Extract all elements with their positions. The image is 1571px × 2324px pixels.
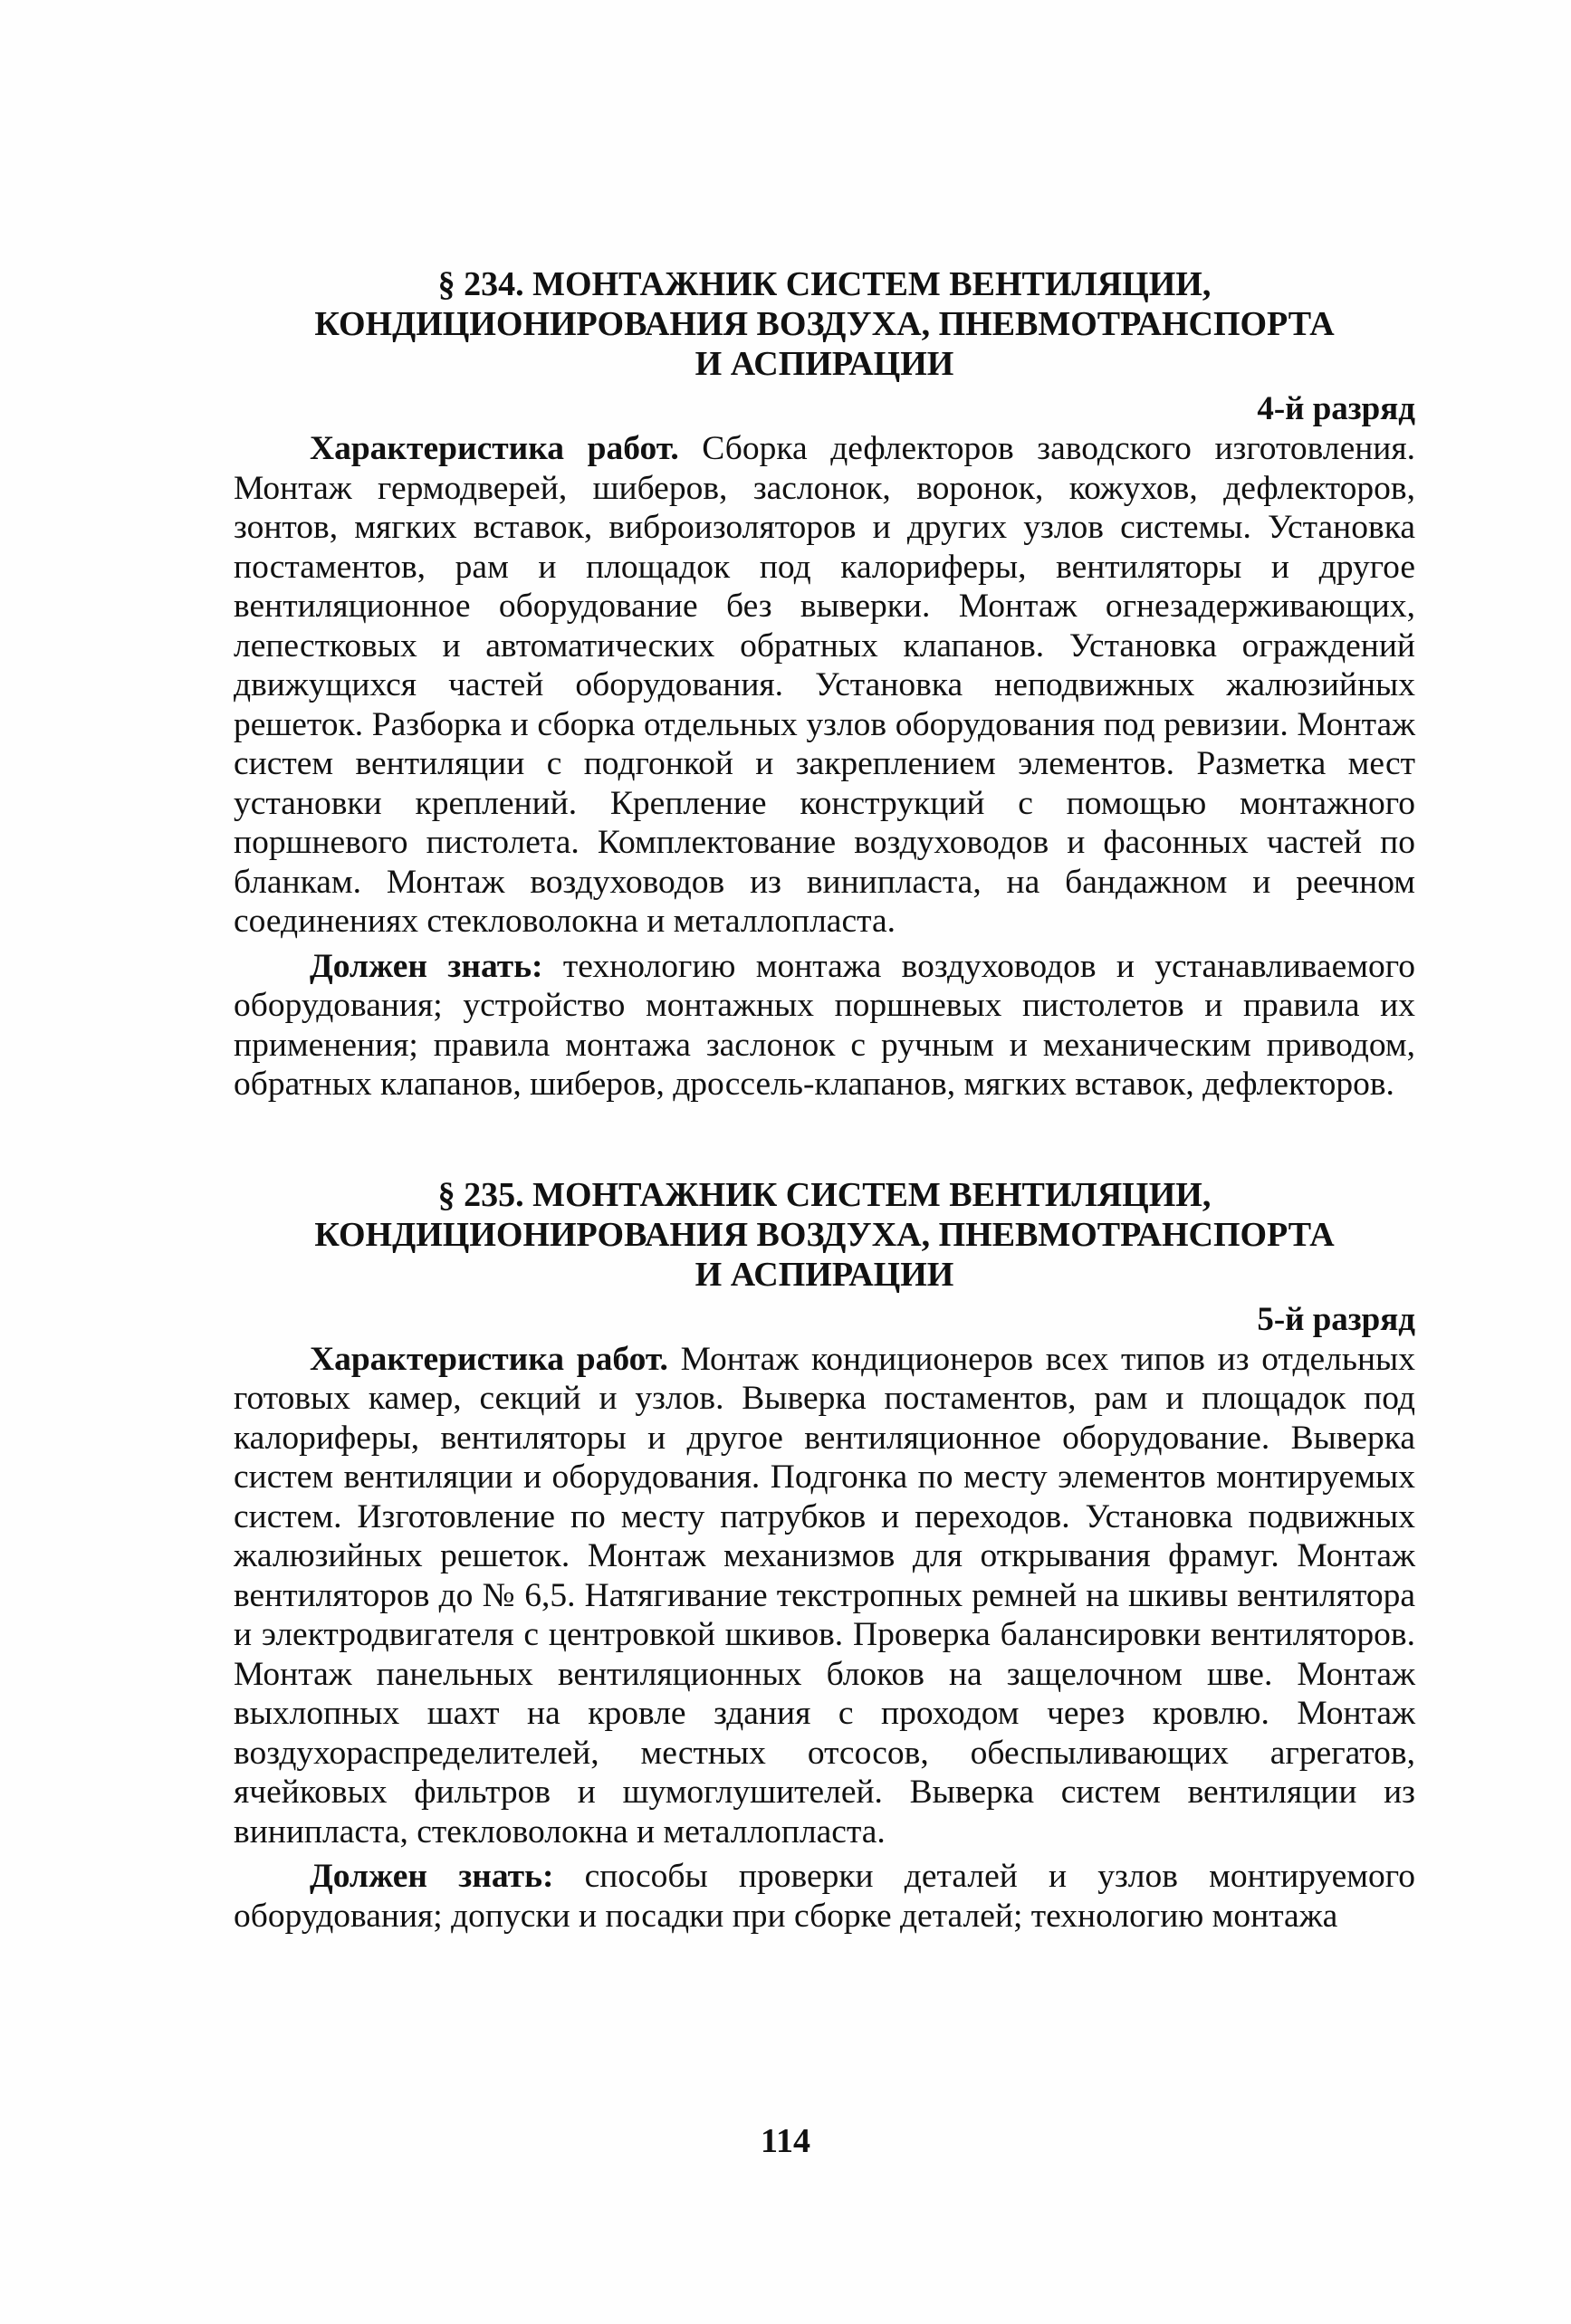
section-title-line: § 234. МОНТАЖНИК СИСТЕМ ВЕНТИЛЯЦИИ, <box>437 265 1212 303</box>
paragraph-lead: Характеристика работ. <box>310 1340 668 1378</box>
page-content <box>234 264 1415 1936</box>
section-title-line: И АСПИРАЦИИ <box>694 345 954 383</box>
section-234-work-characteristics <box>234 429 1415 942</box>
section-title-line: § 235. МОНТАЖНИК СИСТЕМ ВЕНТИЛЯЦИИ, <box>437 1175 1212 1214</box>
section-234-grade: 4-й разряд <box>1257 390 1415 427</box>
section-234-must-know <box>234 947 1415 1105</box>
paragraph-lead: Должен знать: <box>310 1858 554 1895</box>
paragraph-text: технологию монтажа воздуховодов и устанавливаемого оборудования; устройство монтажных поршневых пистолетов и правила их применения; правила монтажа заслонок с ручным и механическим приводом, обратных клапанов, шиберов, дроссель-клапанов, мягких вставок, дефлекторов. <box>234 947 1415 1103</box>
section-234-title <box>234 264 1415 384</box>
paragraph-lead: Характеристика работ. <box>310 430 679 467</box>
paragraph-text: Сборка дефлекторов заводского изготовления. Монтаж гермодверей, шиберов, заслонок, воронок, кожухов, дефлекторов, зонтов, мягких вставок, виброизоляторов и других узлов системы. Установка постаментов, рам и площадок под калориферы, вентиляторы и другое вентиляционное оборудование без выверки. Монтаж огнезадерживающих, лепестковых и автоматических обратных клапанов. Установка ограждений движущихся частей оборудования. Установка неподвижных жалюзийных решеток. Разборка и сборка отдельных узлов оборудования под ревизии. Монтаж систем вентиляции с подгонкой и закреплением элементов. Разметка мест установки креплений. Крепление конструкций с помощью монтажного поршневого пистолета. Комплектование воздуховодов и фасонных частей по бланкам. Монтаж воздуховодов из винипласта, на бандажном и реечном соединениях стекловолокна и металлопласта. <box>234 430 1415 940</box>
section-title-line: КОНДИЦИОНИРОВАНИЯ ВОЗДУХА, ПНЕВМОТРАНСПОРТА <box>314 305 1335 343</box>
section-235-title <box>234 1175 1415 1295</box>
section-235-must-know <box>234 1857 1415 1936</box>
section-235-grade: 5-й разряд <box>1257 1300 1415 1338</box>
paragraph-text: способы проверки деталей и узлов монтируемого оборудования; допуски и посадки при сборке деталей; технологию монтажа <box>234 1858 1415 1935</box>
section-title-line: И АСПИРАЦИИ <box>694 1255 954 1294</box>
page-number: 114 <box>761 2122 810 2160</box>
paragraph-text: Монтаж кондиционеров всех типов из отдельных готовых камер, секций и узлов. Выверка постаментов, рам и площадок под калориферы, вентиляторы и другое вентиляционное оборудование. Выверка систем вентиляции и оборудования. Подгонка по месту элементов монтируемых систем. Изготовление по месту патрубков и переходов. Установка подвижных жалюзийных решеток. Монтаж механизмов для открывания фрамуг. Монтаж вентиляторов до № 6,5. Натягивание текстропных ремней на шкивы вентилятора и электродвигателя с центровкой шкивов. Проверка балансировки вентиляторов. Монтаж панельных вентиляционных блоков на защелочном шве. Монтаж выхлопных шахт на кровле здания с проходом через кровлю. Монтаж воздухораспределителей, местных отсосов, обеспыливающих агрегатов, ячейковых фильтров и шумоглушителей. Выверка систем вентиляции из винипласта, стекловолокна и металлопласта. <box>234 1340 1415 1851</box>
paragraph-lead: Должен знать: <box>310 947 543 985</box>
section-title-line: КОНДИЦИОНИРОВАНИЯ ВОЗДУХА, ПНЕВМОТРАНСПОРТА <box>314 1215 1335 1254</box>
section-235-work-characteristics <box>234 1340 1415 1852</box>
